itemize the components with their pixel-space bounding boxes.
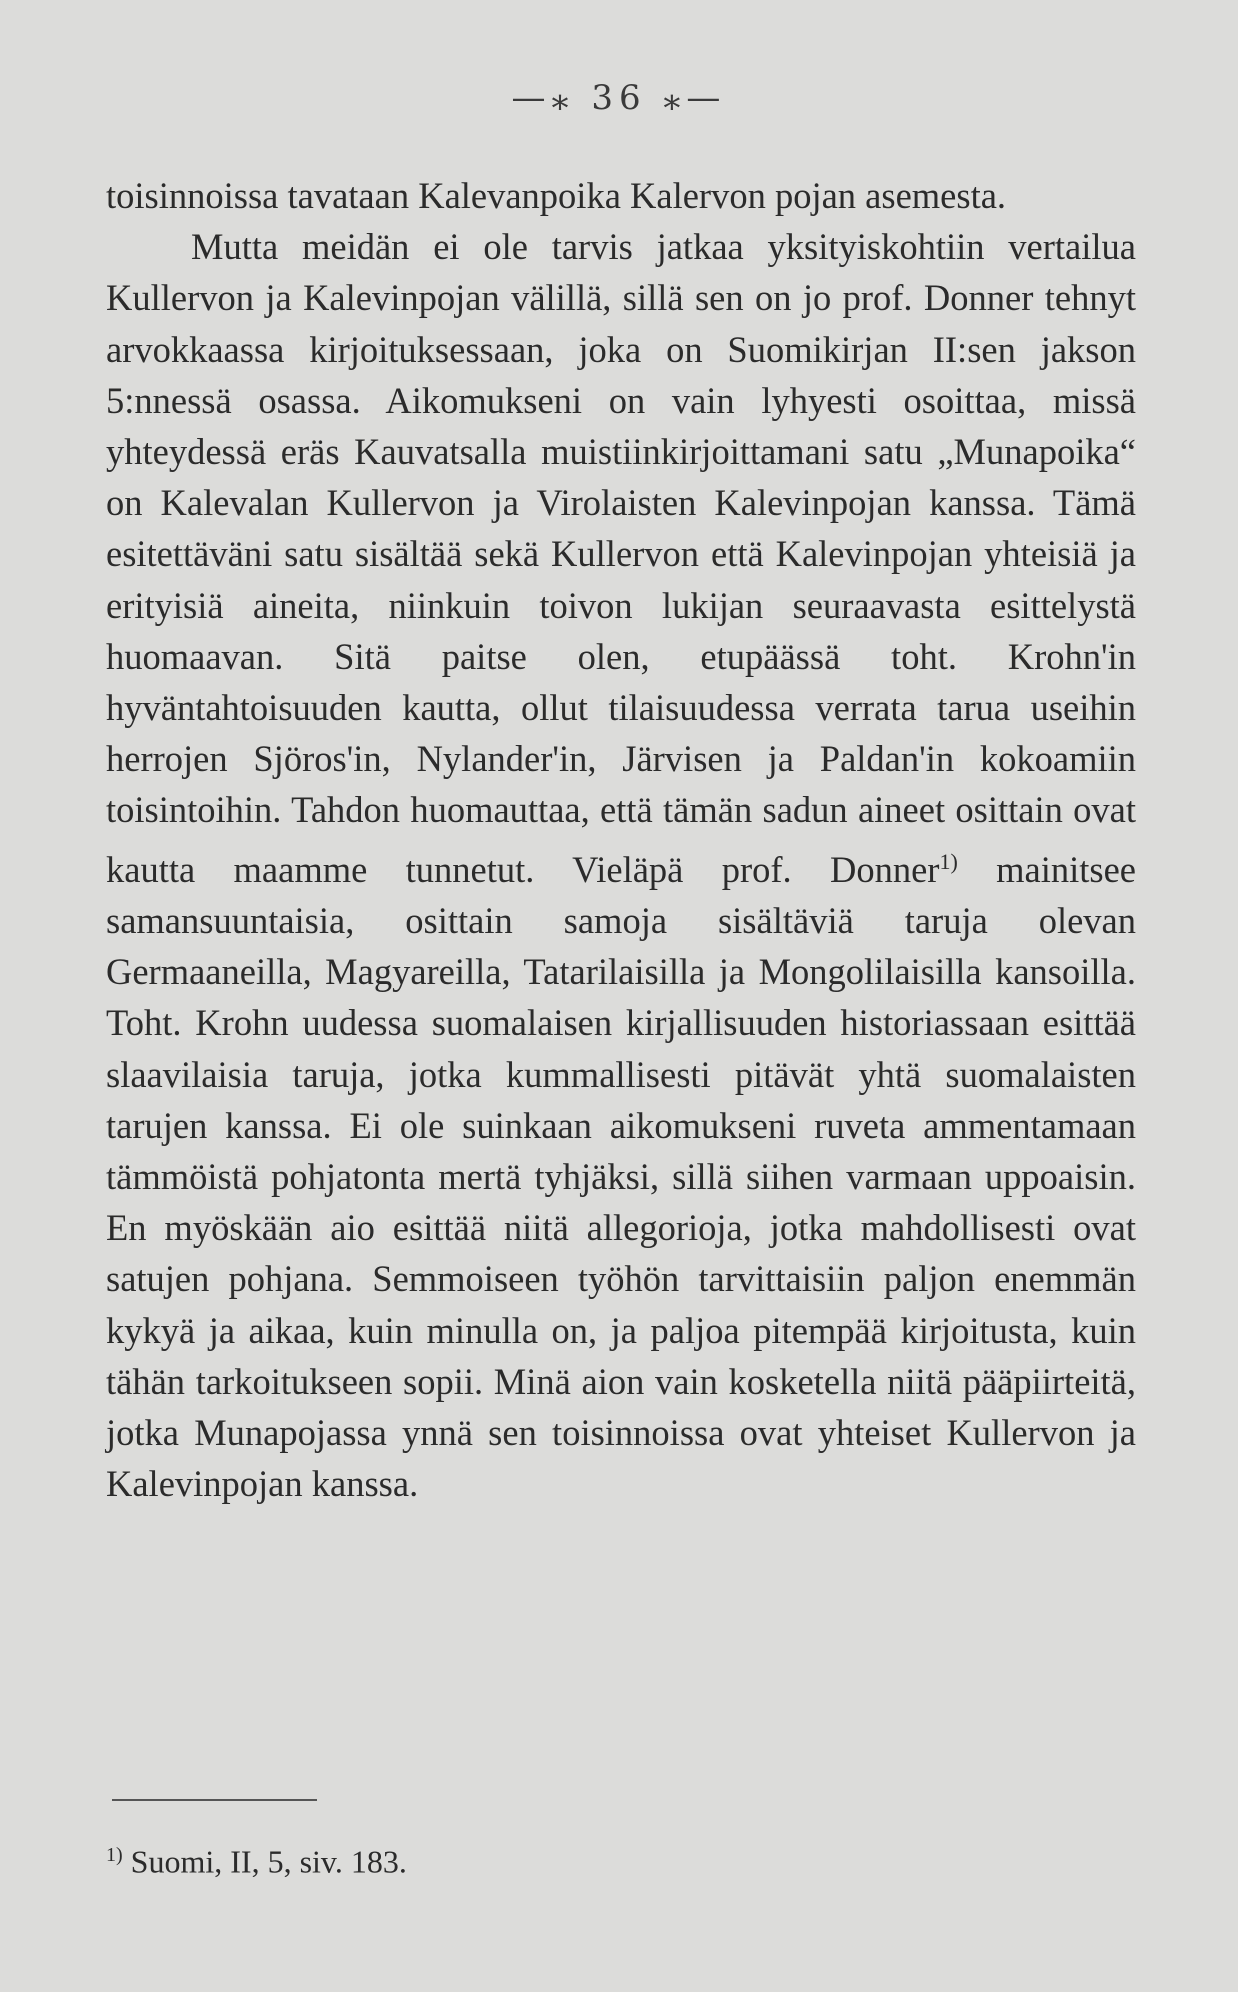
- page-number: —⁎ 36 ⁎—: [511, 78, 727, 118]
- footnote-text: Suomi, II, 5, siv. 183.: [122, 1843, 407, 1880]
- paragraph-2-part-1: Mutta meidän ei ole tarvis jatkaa yksityiskohtiin vertailua Kullervon ja Kalevinpojan välillä, sillä sen on jo prof. Donner tehnyt arvokkaassa kirjoituksessaan, joka on Suomikirjan II:sen jakson 5:nnessä osassa. Aikomukseni on vain lyhyesti osoittaa, missä yhteydessä eräs Kauvatsalla muistiinkirjoittamani satu „Munapoika“ on Kalevalan Kullervon ja Virolaisten Kalevinpojan kanssa. Tämä esitettäväni satu sisältää sekä Kullervon että Kalevinpojan yhteisiä ja erityisiä aineita, niinkuin toivon lukijan seuraavasta esittelystä huomaavan. Sitä paitse olen, etupäässä toht. Krohn'in hyväntahtoisuuden kautta, ollut tilaisuudessa verrata tarua useihin herrojen Sjöros'in, Nylander'in, Järvisen ja Paldan'in kokoamiin toisintoihin. Tahdon huomauttaa, että tämän sadun aineet osittain ovat kautta maamme tunnetut. Vieläpä prof. Donner: [106, 226, 1136, 890]
- paragraph-2-part-2: mainitsee samansuuntaisia, osittain samoja sisältäviä taruja olevan Germaaneilla, Magyareilla, Tatarilaisilla ja Mongolilaisilla kansoilla. Toht. Krohn uudessa suomalaisen kirjallisuuden historiassaan esittää slaavilaisia taruja, jotka kummallisesti pitävät yhtä suomalaisten tarujen kanssa. Ei ole suinkaan aikomukseni ruveta ammentamaan tämmöistä pohjatonta mertä tyhjäksi, sillä siihen varmaan uppoaisin. En myöskään aio esittää niitä allegorioja, jotka mahdollisesti ovat satujen pohjana. Semmoiseen työhön tarvittaisiin paljon enemmän kykyä ja aikaa, kuin minulla on, ja paljoa pitempää kirjoitusta, kuin tähän tarkoitukseen sopii. Minä aion vain kosketella niitä pääpiirteitä, jotka Munapojassa ynnä sen toisinnoissa ovat yhteiset Kullervon ja Kalevinpojan kanssa.: [106, 848, 1136, 1505]
- paragraph-1: toisinnoissa tavataan Kalevanpoika Kalervon pojan asemesta.: [106, 175, 1007, 216]
- footnote-marker: 1): [106, 1844, 123, 1866]
- footnote-divider: [112, 1799, 317, 1801]
- footnote-reference: 1): [939, 848, 958, 874]
- paragraph-2: [106, 221, 1136, 1509]
- body-text: [106, 170, 1136, 1509]
- footnote: [106, 1830, 407, 1887]
